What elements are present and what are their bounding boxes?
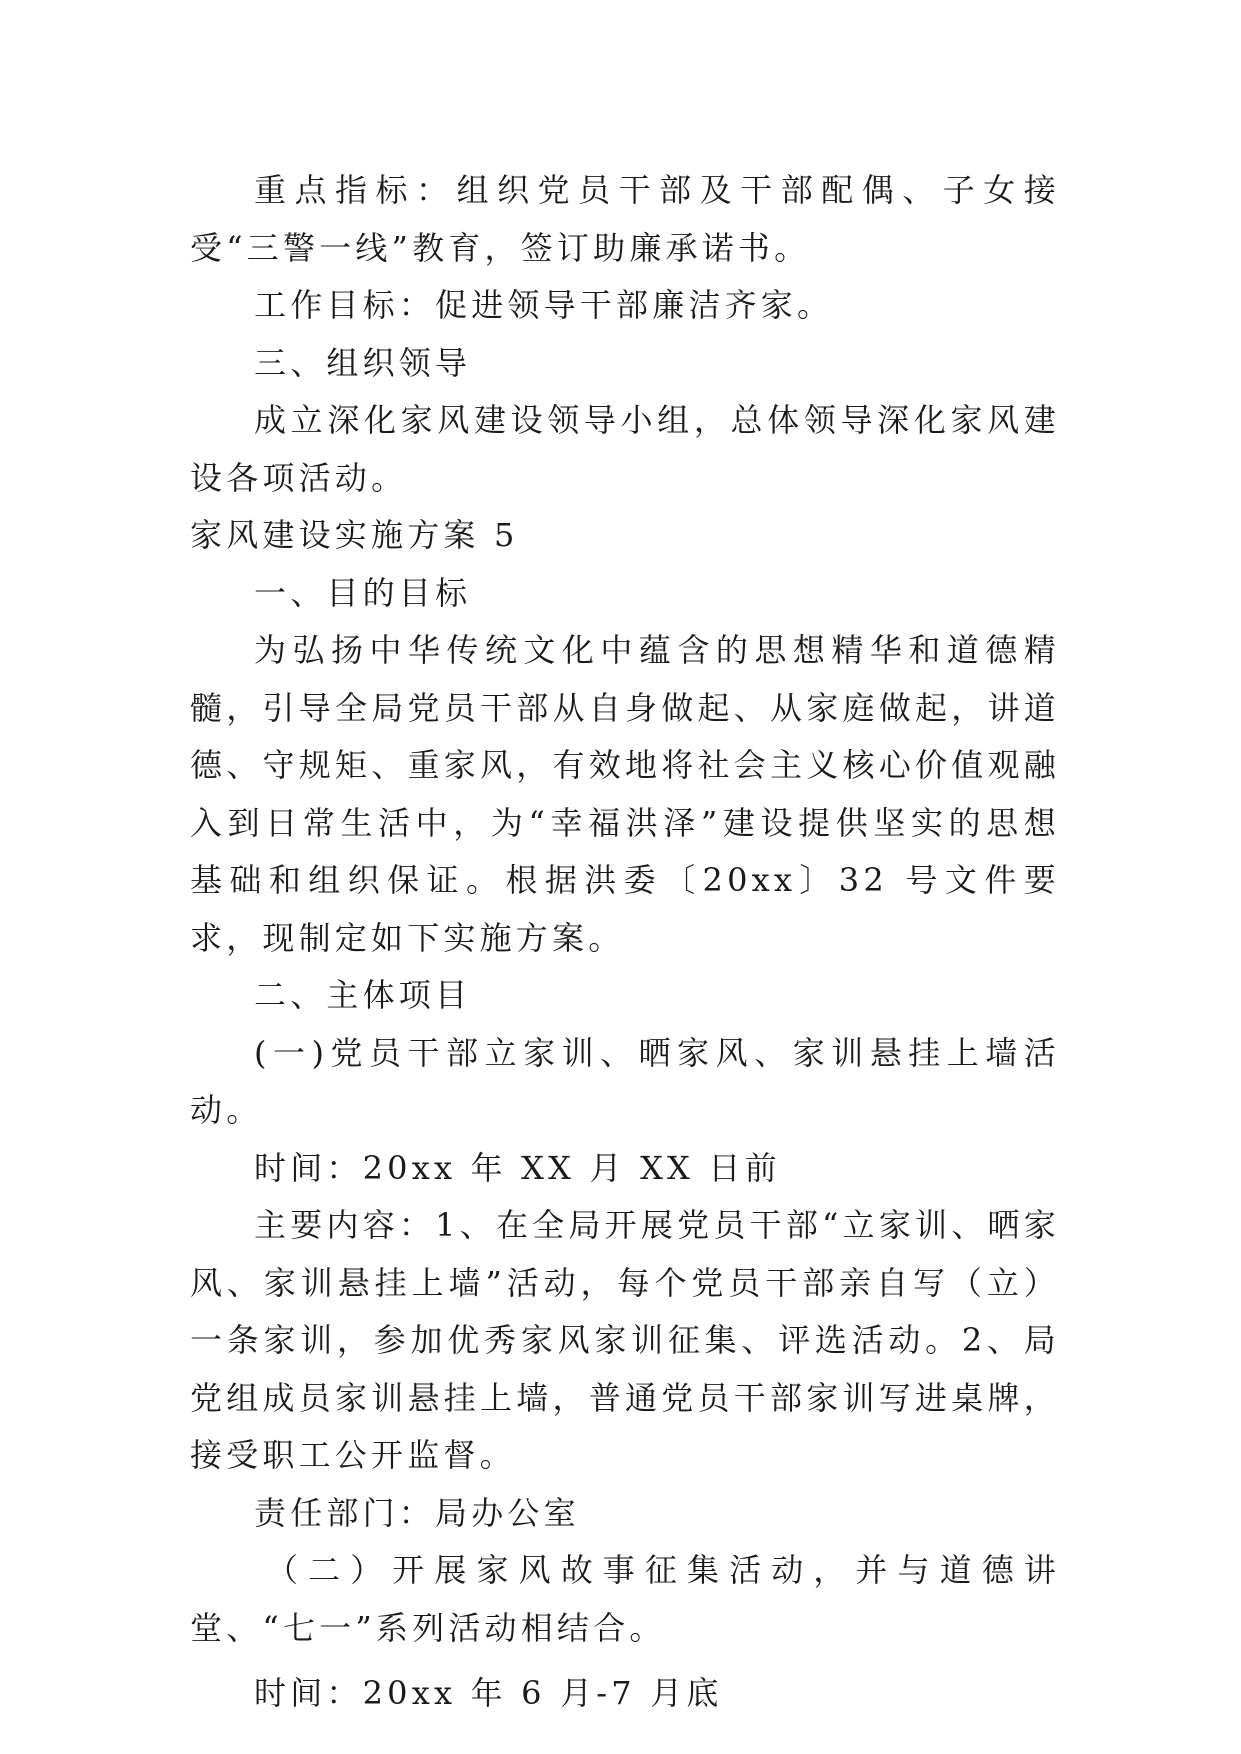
document-section-title: 家风建设实施方案 5 — [190, 516, 519, 554]
project-one-content: 主要内容：1、在全局开展党员干部“立家训、晒家风、家训悬挂上墙”活动，每个党员干部亲自写（立）一条家训，参加优秀家风家训征集、评选活动。2、局党组成员家训悬挂上墙，普通党员干部家训写进桌牌，接受职工公开监督。 — [190, 1206, 1060, 1474]
project-one-department: 责任部门：局办公室 — [254, 1493, 580, 1532]
paragraph-leadership-group: 成立深化家风建设领导小组，总体领导深化家风建设各项活动。 — [190, 401, 1060, 497]
project-two-heading: （二）开展家风故事征集活动，并与道德讲堂、“七一”系列活动相结合。 — [190, 1551, 1060, 1647]
project-one-time: 时间：20xx 年 XX 月 XX 日前 — [254, 1148, 781, 1187]
paragraph-purpose-body: 为弘扬中华传统文化中蕴含的思想精华和道德精髓，引导全局党员干部从自身做起、从家庭做起，讲道德、守规矩、重家风，有效地将社会主义核心价值观融入到日常生活中，为“幸福洪泽”建设提供坚实的思想基础和组织保证。根据洪委〔20xx〕32 号文件要求，现制定如下实施方案。 — [190, 631, 1060, 957]
section-heading-main-projects: 二、主体项目 — [254, 976, 472, 1014]
section-heading-organization-leadership: 三、组织领导 — [254, 343, 472, 382]
project-one-heading: (一)党员干部立家训、晒家风、家训悬挂上墙活动。 — [190, 1033, 1060, 1129]
paragraph-key-indicator: 重点指标：组织党员干部及干部配偶、子女接受“三警一线”教育，签订助廉承诺书。 — [190, 171, 1060, 267]
paragraph-work-goal: 工作目标：促进领导干部廉洁齐家。 — [254, 286, 834, 324]
project-two-time: 时间：20xx 年 6 月-7 月底 — [254, 1674, 723, 1712]
section-heading-purpose: 一、目的目标 — [254, 573, 472, 612]
document-body — [190, 162, 1060, 1723]
